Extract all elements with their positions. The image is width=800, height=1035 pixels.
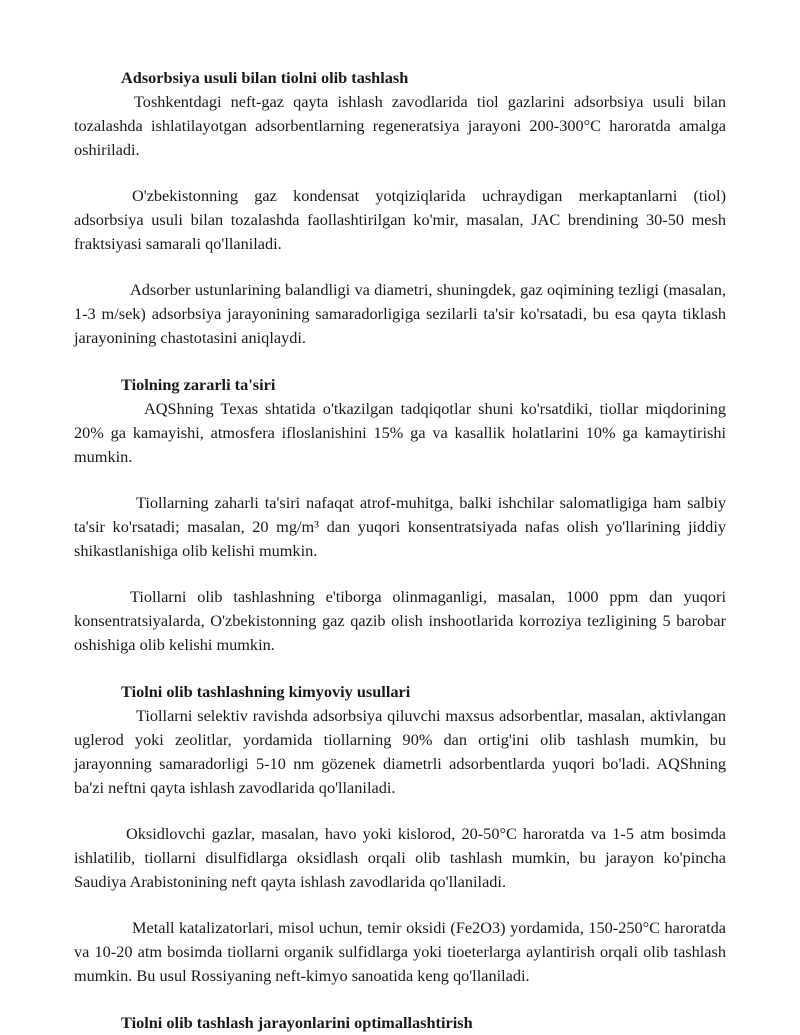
- paragraph: Metall katalizatorlari, misol uchun, temir oksidi (Fe2O3) yordamida, 150-250°C haroratda va 10-20 atm bosimda tiollarni organik sulfidlarga yoki tioeterlarga aylantirish orqali olib tashlash mumkin. Bu usul Rossiyaning neft-kimyo sanoatida keng qo'llaniladi.: [74, 918, 726, 985]
- section-chemical-methods: [74, 680, 726, 988]
- section-adsorption: [74, 66, 726, 350]
- paragraph: O'zbekistonning gaz kondensat yotqiziqlarida uchraydigan merkaptanlarni (tiol) adsorbsiya usuli bilan tozalashda faollashtirilgan ko'mir, masalan, JAC brendining 30-50 mesh fraktsiyasi samarali qo'llaniladi.: [74, 186, 726, 253]
- section-harmful-effects: [74, 373, 726, 657]
- paragraph: Toshkentdagi neft-gaz qayta ishlash zavodlarida tiol gazlarini adsorbsiya usuli bilan tozalashda ishlatilayotgan adsorbentlarning regeneratsiya jarayoni 200-300°C haroratda amalga oshiriladi.: [74, 92, 726, 159]
- paragraph: Tiollarning zaharli ta'siri nafaqat atrof-muhitga, balki ishchilar salomatligiga ham salbiy ta'sir ko'rsatadi; masalan, 20 mg/m³ dan yuqori konsentratsiyada nafas olish yo'llarining jiddiy shikastlanishiga olib kelishi mumkin.: [74, 493, 726, 560]
- section-heading: Adsorbsiya usuli bilan tiolni olib tashlash: [121, 68, 409, 87]
- paragraph: Oksidlovchi gazlar, masalan, havo yoki kislorod, 20-50°C haroratda va 1-5 atm bosimda ishlatilib, tiollarni disulfidlarga oksidlash orqali olib tashlash mumkin, bu jarayon ko'pincha Saudiya Arabistonining neft qayta ishlash zavodlarida qo'llaniladi.: [74, 824, 726, 891]
- section-heading: Tiolni olib tashlashning kimyoviy usullari: [121, 682, 411, 701]
- section-heading: Tiolni olib tashlash jarayonlarini optimallashtirish: [121, 1013, 473, 1032]
- paragraph: AQShning Texas shtatida o'tkazilgan tadqiqotlar shuni ko'rsatdiki, tiollar miqdorining 20% ga kamayishi, atmosfera ifloslanishini 15% ga va kasallik holatlarini 10% ga kamaytirishi mumkin.: [74, 399, 726, 466]
- section-optimization: [74, 1011, 726, 1035]
- paragraph: Tiollarni selektiv ravishda adsorbsiya qiluvchi maxsus adsorbentlar, masalan, aktivlangan uglerod yoki zeolitlar, yordamida tiollarning 90% dan ortig'ini olib tashlash mumkin, bu jarayonning samaradorligi 5-10 nm gözenek diametrli adsorbentlarda yuqori bo'ladi. AQShning ba'zi neftni qayta ishlash zavodlarida qo'llaniladi.: [74, 706, 726, 797]
- paragraph: Tiollarni olib tashlashning e'tiborga olinmaganligi, masalan, 1000 ppm dan yuqori konsentratsiyalarda, O'zbekistonning gaz qazib olish inshootlarida korroziya tezligining 5 barobar oshishiga olib kelishi mumkin.: [74, 587, 726, 654]
- section-heading: Tiolning zararli ta'siri: [121, 375, 276, 394]
- paragraph: Adsorber ustunlarining balandligi va diametri, shuningdek, gaz oqimining tezligi (masalan, 1-3 m/sek) adsorbsiya jarayonining samaradorligiga sezilarli ta'sir ko'rsatadi, bu esa qayta tiklash jarayonining chastotasini aniqlaydi.: [74, 280, 726, 347]
